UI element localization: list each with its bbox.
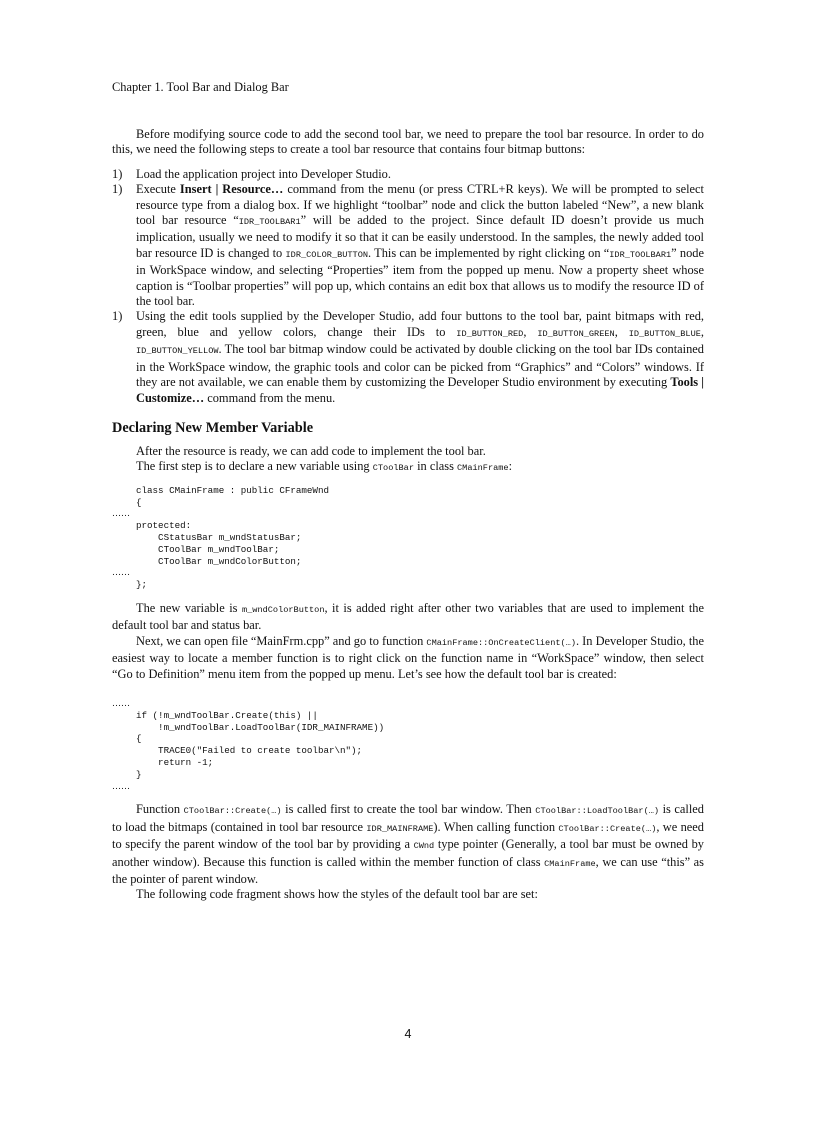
section-heading: Declaring New Member Variable: [112, 419, 314, 436]
page-body: [112, 127, 704, 903]
step-list: [112, 167, 704, 406]
step-item: 1) Load the application project into Developer Studio.: [112, 166, 391, 181]
code-line: [112, 710, 704, 722]
code-line: [112, 781, 704, 793]
section-paragraph: The following code fragment shows how the styles of the default tool bar are set:: [136, 887, 538, 902]
code-line: [112, 769, 704, 781]
section-paragraph: The new variable is m_wndColorButton, it is added right after other two variables that are used to implement the default tool bar and status bar.: [112, 600, 704, 633]
code-block-create-toolbar: [112, 698, 704, 792]
code-text: }: [136, 768, 142, 780]
section-paragraph: Function CToolBar::Create(…) is called first to create the tool bar window. Then CToolBar::LoadToolBar(…) is called to load the bitmaps (contained in tool bar resource IDR_MAINFRAME). When calling function CToolBar::Create(…), we need to specify the parent window of the tool bar by providing a CWnd type pointer (Generally, a tool bar must be owned by another window). Because this function is called within the member function of class CMainFrame, we can use “this” as the pointer of parent window.: [112, 802, 704, 886]
page-number: 4: [404, 1027, 412, 1041]
code-line: [112, 579, 704, 591]
code-text: CStatusBar m_wndStatusBar;: [136, 531, 302, 543]
code-text: CToolBar m_wndColorButton;: [136, 555, 302, 567]
code-line: [112, 733, 704, 745]
code-line: [112, 556, 704, 568]
code-line: [112, 485, 704, 497]
code-text: };: [136, 579, 148, 591]
code-line: [112, 532, 704, 544]
code-text: !m_wndToolBar.LoadToolBar(IDR_MAINFRAME)): [136, 721, 385, 733]
intro-paragraph: Before modifying source code to add the second tool bar, we need to prepare the tool bar resource. In order to do this, we need the following steps to create a tool bar resource that contains four bitmap buttons:: [112, 127, 704, 157]
code-text: TRACE0("Failed to create toolbar\n");: [136, 745, 363, 757]
code-text: if (!m_wndToolBar.Create(this) ||: [136, 709, 318, 721]
running-head: Chapter 1. Tool Bar and Dialog Bar: [112, 80, 289, 94]
code-line: [112, 508, 704, 520]
ellipsis-marker: ……: [112, 780, 130, 791]
code-line: [112, 520, 704, 532]
code-line: [112, 497, 704, 509]
code-text: protected:: [136, 520, 192, 532]
ellipsis-marker: ……: [112, 567, 130, 578]
code-text: return -1;: [136, 756, 214, 768]
step-item: 1) Using the edit tools supplied by the Developer Studio, add four buttons to the tool bar, paint bitmaps with red, green, blue and yellow colors, change their IDs to ID_BUTTON_RED, ID_BUTTON_GREEN, ID_BUTTON_BLUE, ID_BUTTON_YELLOW. The tool bar bitmap window could be activated by double clicking on the tool bar IDs contained in the WorkSpace window, the graphic tools and color can be picked from “Graphics” and “Colors” windows. If they are not available, we can enable them by customizing the Developer Studio environment by executing Tools | Customize… command from the menu.: [112, 309, 704, 405]
code-line: [112, 567, 704, 579]
code-line: [112, 745, 704, 757]
code-text: {: [136, 496, 142, 508]
code-block-class-decl: [112, 485, 704, 591]
section-paragraph: After the resource is ready, we can add code to implement the tool bar.: [136, 443, 486, 458]
ellipsis-marker: ……: [112, 508, 130, 519]
code-line: [112, 544, 704, 556]
code-line: [112, 722, 704, 734]
step-item: 1) Execute Insert | Resource… command from the menu (or press CTRL+R keys). We will be prompted to select resource type from a dialog box. If we highlight “toolbar” node and click the button labeled “New”, a new blank tool bar resource “IDR_TOOLBAR1” will be added to the project. Since default ID doesn’t provide us much implication, usually we need to modify it so that it can be easily understood. In the samples, the newly added tool bar resource ID is changed to IDR_COLOR_BUTTON. This can be implemented by right clicking on “IDR_TOOLBAR1” node in WorkSpace window, and selecting “Properties” item from the popped up menu. Now a property sheet whose caption is “Toolbar properties” will pop up, which contains an edit box that allows us to modify the resource ID of the tool bar.: [112, 182, 705, 309]
code-line: [112, 698, 704, 710]
code-text: CToolBar m_wndToolBar;: [136, 543, 280, 555]
code-text: {: [136, 733, 142, 745]
ellipsis-marker: ……: [112, 697, 130, 708]
code-text: class CMainFrame : public CFrameWnd: [136, 484, 329, 496]
section-paragraph: The first step is to declare a new variable using CToolBar in class CMainFrame:: [136, 459, 513, 474]
code-line: [112, 757, 704, 769]
section-paragraph: Next, we can open file “MainFrm.cpp” and go to function CMainFrame::OnCreateClient(…). In Developer Studio, the easiest way to locate a member function is to right click on the function name in “WorkSpace” window, then select “Go to Definition” menu item from the popped up menu. Let’s see how the default tool bar is created:: [112, 633, 704, 681]
